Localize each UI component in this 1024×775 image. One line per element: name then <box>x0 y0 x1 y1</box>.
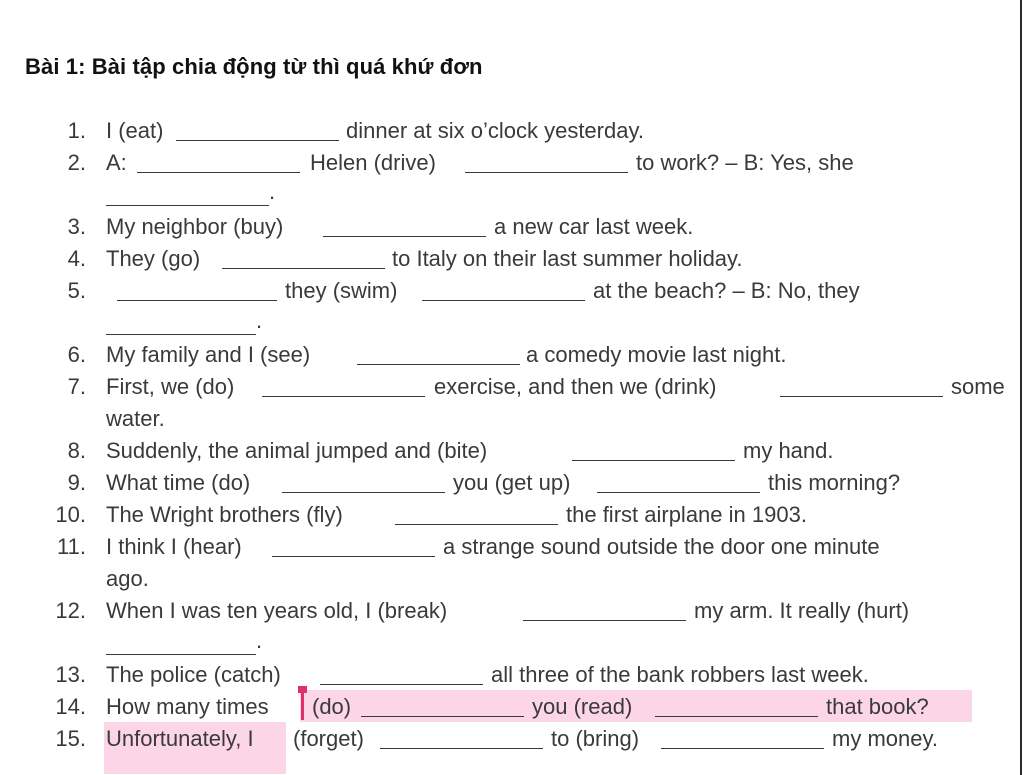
text-cursor <box>301 690 304 720</box>
question-number: 1. <box>67 118 86 143</box>
question-text: to Italy on their last summer holiday. <box>392 246 743 271</box>
question-2 <box>0 148 1024 178</box>
question-12-continuation <box>0 628 1024 662</box>
question-text: a comedy movie last night. <box>526 342 787 367</box>
question-text: to work? – B: Yes, she <box>636 150 854 175</box>
answer-blank[interactable] <box>655 692 818 717</box>
answer-blank[interactable] <box>395 500 558 525</box>
question-text: ago. <box>106 566 149 591</box>
question-number: 7. <box>67 374 86 399</box>
answer-blank[interactable] <box>361 692 524 717</box>
question-text: exercise, and then we (drink) <box>434 374 717 399</box>
question-11-continuation <box>0 564 1024 594</box>
answer-blank[interactable] <box>282 468 445 493</box>
question-text: this morning? <box>768 470 901 495</box>
question-text: (do) <box>312 694 352 719</box>
question-number: 2. <box>67 150 86 175</box>
question-5-continuation <box>0 308 1024 342</box>
question-13 <box>0 660 1024 690</box>
answer-blank[interactable] <box>106 183 269 206</box>
question-2-continuation <box>0 179 1024 213</box>
question-text: When I was ten years old, I (break) <box>106 598 448 623</box>
answer-blank[interactable] <box>137 148 300 173</box>
question-text: I (eat) <box>106 118 164 143</box>
answer-blank[interactable] <box>357 340 520 365</box>
question-7 <box>0 372 1024 402</box>
question-text: all three of the bank robbers last week. <box>491 662 869 687</box>
question-number: 4. <box>67 246 86 271</box>
question-number: 11. <box>57 534 86 559</box>
question-text: some <box>951 374 1005 399</box>
question-text: First, we (do) <box>106 374 235 399</box>
question-6 <box>0 340 1024 370</box>
question-text: my hand. <box>743 438 834 463</box>
question-8 <box>0 436 1024 466</box>
question-1 <box>0 116 1024 146</box>
question-12 <box>0 596 1024 626</box>
question-10 <box>0 500 1024 530</box>
question-text: to (bring) <box>551 726 640 751</box>
answer-blank[interactable] <box>262 372 425 397</box>
question-text: . <box>256 308 263 333</box>
question-text: a new car last week. <box>494 214 694 239</box>
answer-blank[interactable] <box>106 632 256 655</box>
question-4 <box>0 244 1024 274</box>
question-text: you (get up) <box>453 470 571 495</box>
question-text: the first airplane in 1903. <box>566 502 807 527</box>
question-text: you (read) <box>532 694 633 719</box>
answer-blank[interactable] <box>117 276 277 301</box>
question-text: Unfortunately, I <box>106 726 254 751</box>
question-3 <box>0 212 1024 242</box>
question-text: My family and I (see) <box>106 342 311 367</box>
question-number: 12. <box>55 598 86 623</box>
question-text: They (go) <box>106 246 201 271</box>
exercise-heading: Bài 1: Bài tập chia động từ thì quá khứ đơn <box>25 54 483 79</box>
question-text: water. <box>106 406 165 431</box>
answer-blank[interactable] <box>465 148 628 173</box>
question-9 <box>0 468 1024 498</box>
question-number: 13. <box>55 662 86 687</box>
question-text: The police (catch) <box>106 662 281 687</box>
answer-blank[interactable] <box>661 724 824 749</box>
question-number: 6. <box>67 342 86 367</box>
question-text: my arm. It really (hurt) <box>694 598 910 623</box>
question-text: . <box>269 179 276 204</box>
answer-blank[interactable] <box>106 312 256 335</box>
question-7-continuation <box>0 404 1024 434</box>
question-11 <box>0 532 1024 562</box>
answer-blank[interactable] <box>323 212 486 237</box>
question-text: Suddenly, the animal jumped and (bite) <box>106 438 488 463</box>
answer-blank[interactable] <box>320 660 483 685</box>
answer-blank[interactable] <box>222 244 385 269</box>
question-text: The Wright brothers (fly) <box>106 502 343 527</box>
answer-blank[interactable] <box>176 116 339 141</box>
question-number: 5. <box>67 278 86 303</box>
answer-blank[interactable] <box>380 724 543 749</box>
question-5 <box>0 276 1024 306</box>
question-text: at the beach? – B: No, they <box>593 278 860 303</box>
question-number: 9. <box>67 470 86 495</box>
question-text: that book? <box>826 694 929 719</box>
question-text: a strange sound outside the door one minute <box>443 534 880 559</box>
question-number: 14. <box>55 694 86 719</box>
question-number: 8. <box>67 438 86 463</box>
answer-blank[interactable] <box>523 596 686 621</box>
question-number: 3. <box>67 214 86 239</box>
question-text: A: <box>106 150 127 175</box>
question-text: I think I (hear) <box>106 534 242 559</box>
question-text: (forget) <box>293 726 364 751</box>
answer-blank[interactable] <box>597 468 760 493</box>
answer-blank[interactable] <box>572 436 735 461</box>
answer-blank[interactable] <box>422 276 585 301</box>
question-text: My neighbor (buy) <box>106 214 284 239</box>
answer-blank[interactable] <box>272 532 435 557</box>
question-text: my money. <box>832 726 938 751</box>
question-14 <box>0 692 1024 722</box>
question-text: What time (do) <box>106 470 251 495</box>
question-15 <box>0 724 1024 754</box>
question-number: 10. <box>55 502 86 527</box>
question-text: dinner at six o’clock yesterday. <box>346 118 644 143</box>
answer-blank[interactable] <box>780 372 943 397</box>
question-text: How many times <box>106 694 269 719</box>
question-text: they (swim) <box>285 278 398 303</box>
question-text: . <box>256 628 263 653</box>
question-text: Helen (drive) <box>310 150 436 175</box>
question-number: 15. <box>55 726 86 751</box>
